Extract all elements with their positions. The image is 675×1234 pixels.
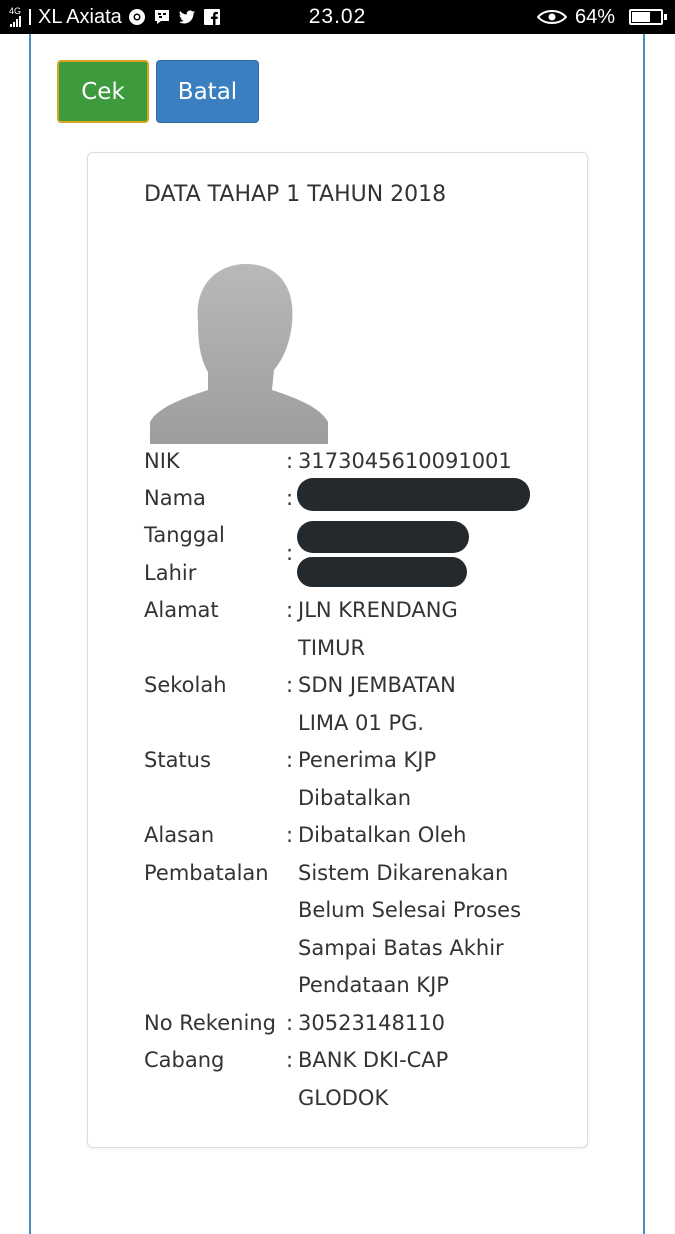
field-colon: : (286, 486, 294, 510)
card-title: DATA TAHAP 1 TAHUN 2018 (144, 182, 447, 207)
field-colon: : (286, 748, 294, 772)
field-colon: : (286, 823, 294, 847)
field-colon: : (286, 673, 294, 697)
field-colon: : (286, 1048, 294, 1072)
field-value: Penerima KJP Dibatalkan (298, 748, 437, 810)
eye-icon (537, 7, 567, 27)
field-label: Alamat (144, 598, 219, 622)
user-silhouette-icon (150, 262, 328, 444)
field-colon: : (286, 598, 294, 622)
field-label: Sekolah (144, 673, 227, 697)
redacted-date-block (297, 557, 467, 587)
field-label: Status (144, 748, 211, 772)
field-label: NIK (144, 449, 180, 473)
field-colon: : (286, 541, 294, 565)
battery-percent: 64% (574, 5, 615, 28)
field-value: JLN KRENDANG TIMUR (298, 598, 458, 660)
field-value: SDN JEMBATAN LIMA 01 PG. (298, 673, 456, 735)
field-label: No Rekening (144, 1011, 276, 1035)
field-value: Dibatalkan Oleh Sistem Dikarenakan Belum Selesai Proses Sampai Batas Akhir Pendataan KJP (298, 823, 522, 997)
field-value: 30523148110 (298, 1011, 445, 1035)
field-label: Nama (144, 486, 206, 510)
field-colon: : (286, 449, 294, 473)
field-colon: : (286, 1011, 294, 1035)
redacted-date-block (297, 521, 469, 553)
field-label: Alasan Pembatalan (144, 823, 269, 885)
clock: 23.02 (308, 5, 367, 28)
redacted-name-block (297, 478, 530, 511)
batal-button[interactable]: Batal (156, 60, 259, 123)
battery-icon (629, 9, 663, 25)
network-type: 4G (8, 6, 21, 16)
cek-button[interactable]: Cek (57, 60, 149, 123)
field-label: Cabang (144, 1048, 225, 1072)
carrier-name: XL Axiata (38, 5, 122, 28)
battery-fill (632, 12, 650, 22)
field-label: Tanggal Lahir (144, 523, 225, 585)
status-bar (0, 0, 675, 34)
field-value: 3173045610091001 (298, 449, 512, 473)
field-value: BANK DKI-CAP GLODOK (298, 1048, 449, 1110)
status-right-group (537, 0, 663, 34)
